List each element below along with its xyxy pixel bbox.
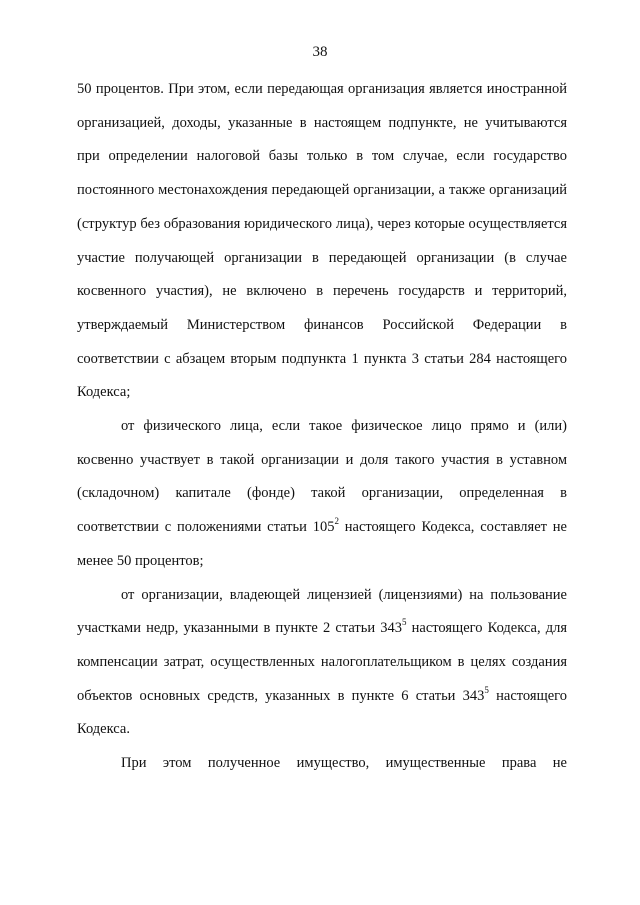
paragraph-4: [77, 747, 567, 781]
paragraph-3: [77, 579, 567, 748]
paragraph-2: [77, 410, 567, 579]
paragraph-1: [77, 73, 567, 410]
paragraph-text: настоящего Кодекса, для компенсации затрат, осуществленных налогоплательщиком в целях создания объектов основных средств, указанных в пункте 6 статьи 343: [77, 620, 567, 704]
document-body: [77, 73, 567, 781]
superscript: 5: [484, 684, 489, 695]
superscript: 5: [402, 617, 407, 628]
paragraph-text: 50 процентов. При этом, если передающая организация является иностранной организацией, доходы, указанные в настоящем подпункте, не учитываются при определении налоговой базы только в том случае, если государство постоянного местонахождения передающей организации, а также организаций (структур без образования юридического лица), через которые осуществляется участие получающей организации в передающей организации (в случае косвенного участия), не включено в перечень государств и территорий, утверждаемый Министерством финансов Российской Федерации в соответствии с абзацем вторым подпункта 1 пункта 3 статьи 284 настоящего Кодекса;: [77, 81, 567, 401]
paragraph-text: При этом полученное имущество, имущественные права не: [121, 755, 567, 772]
paragraph-text: от организации, владеющей лицензией (лицензиями) на пользование участками недр, указанными в пункте 2 статьи 343: [77, 586, 567, 637]
page-number: 38: [312, 44, 328, 60]
paragraph-text: настоящего Кодекса, составляет не менее 50 процентов;: [77, 519, 567, 569]
paragraph-text: от физического лица, если такое физическое лицо прямо и (или) косвенно участвует в такой организации и доля такого участия в уставном (складочном) капитале (фонде) такой организации, определенная в соответствии с положениями статьи 105: [77, 418, 567, 536]
superscript: 2: [334, 516, 339, 527]
paragraph-text: настоящего Кодекса.: [77, 687, 567, 738]
